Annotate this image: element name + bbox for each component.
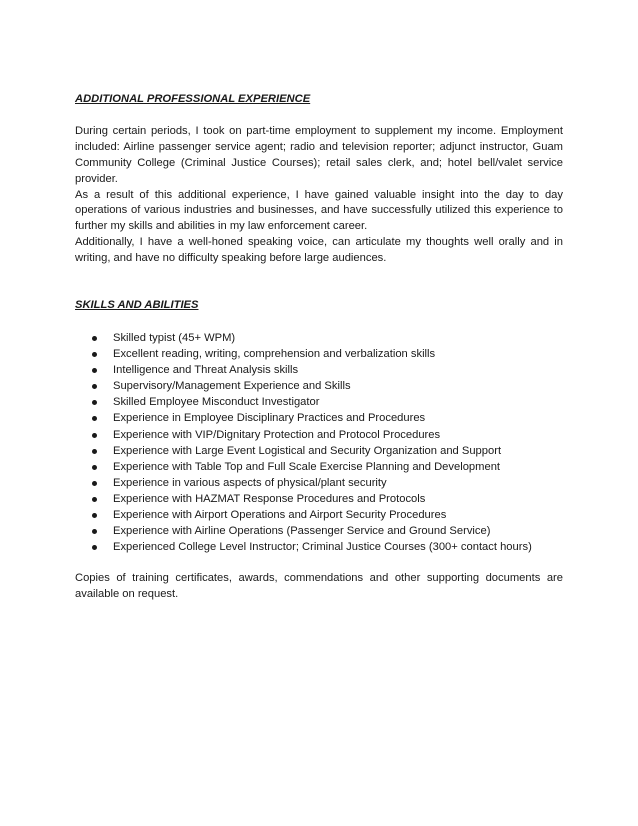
skills-list (75, 330, 563, 555)
list-item (75, 378, 563, 394)
list-item-text: Experience in Employee Disciplinary Practices and Procedures (113, 412, 426, 425)
list-item (75, 459, 563, 475)
bullet-icon (92, 545, 97, 550)
list-item (75, 410, 563, 426)
bullet-icon (92, 400, 97, 405)
paragraph-insight: As a result of this additional experience, I have gained valuable insight into the day to day operations of various industries and businesses, and have successfully utilized this experience to further my skills and abilities in my law enforcement career. (75, 188, 563, 233)
bullet-icon (92, 497, 97, 502)
bullet-icon (92, 449, 97, 454)
list-item-text: Experience with Table Top and Full Scale Exercise Planning and Development (113, 460, 501, 473)
bullet-icon (92, 352, 97, 357)
bullet-icon (92, 481, 97, 486)
document-page (75, 92, 563, 603)
bullet-icon (92, 368, 97, 373)
list-item (75, 362, 563, 378)
list-item-text: Experience with HAZMAT Response Procedures and Protocols (113, 492, 426, 505)
bullet-icon (92, 513, 97, 518)
list-item-text: Experienced College Level Instructor; Criminal Justice Courses (300+ contact hours) (113, 541, 532, 554)
list-item (75, 443, 563, 459)
list-item (75, 394, 563, 410)
list-item-text: Supervisory/Management Experience and Skills (113, 380, 351, 393)
bullet-icon (92, 416, 97, 421)
list-item-text: Experience with Large Event Logistical and Security Organization and Support (113, 444, 502, 457)
list-item (75, 475, 563, 491)
section-heading-additional-experience: ADDITIONAL PROFESSIONAL EXPERIENCE (75, 93, 311, 105)
bullet-icon (92, 336, 97, 341)
list-item-text: Intelligence and Threat Analysis skills (113, 364, 299, 377)
list-item (75, 427, 563, 443)
list-item (75, 539, 563, 555)
list-item-text: Excellent reading, writing, comprehension and verbalization skills (113, 348, 436, 361)
list-item-text: Experience with Airline Operations (Passenger Service and Ground Service) (113, 525, 491, 538)
list-item-text: Experience with Airport Operations and Airport Security Procedures (113, 509, 447, 521)
paragraph-employment: During certain periods, I took on part-time employment to supplement my income. Employment included: Airline passenger service agent; radio and television reporter; adjunct instructor, Guam Community College (Criminal Justice Courses); retail sales clerk, and; hotel bell/valet service provider. (75, 124, 563, 185)
list-item (75, 507, 563, 523)
bullet-icon (92, 433, 97, 438)
list-item (75, 346, 563, 362)
list-item-text: Experience in various aspects of physical/plant security (113, 476, 387, 489)
list-item (75, 523, 563, 539)
list-item-text: Skilled typist (45+ WPM) (113, 331, 236, 344)
section-heading-skills: SKILLS AND ABILITIES (75, 299, 199, 312)
bullet-icon (92, 529, 97, 534)
bullet-icon (92, 384, 97, 389)
list-item-text: Skilled Employee Misconduct Investigator (113, 396, 320, 409)
closing-paragraph: Copies of training certificates, awards, commendations and other supporting documents are available on request. (75, 572, 563, 601)
bullet-icon (92, 465, 97, 470)
list-item-text: Experience with VIP/Dignitary Protection and Protocol Procedures (113, 428, 441, 441)
list-item (75, 330, 563, 346)
paragraph-speaking: Additionally, I have a well-honed speaking voice, can articulate my thoughts well orally and in writing, and have no difficulty speaking before large audiences. (75, 236, 563, 265)
list-item (75, 491, 563, 507)
